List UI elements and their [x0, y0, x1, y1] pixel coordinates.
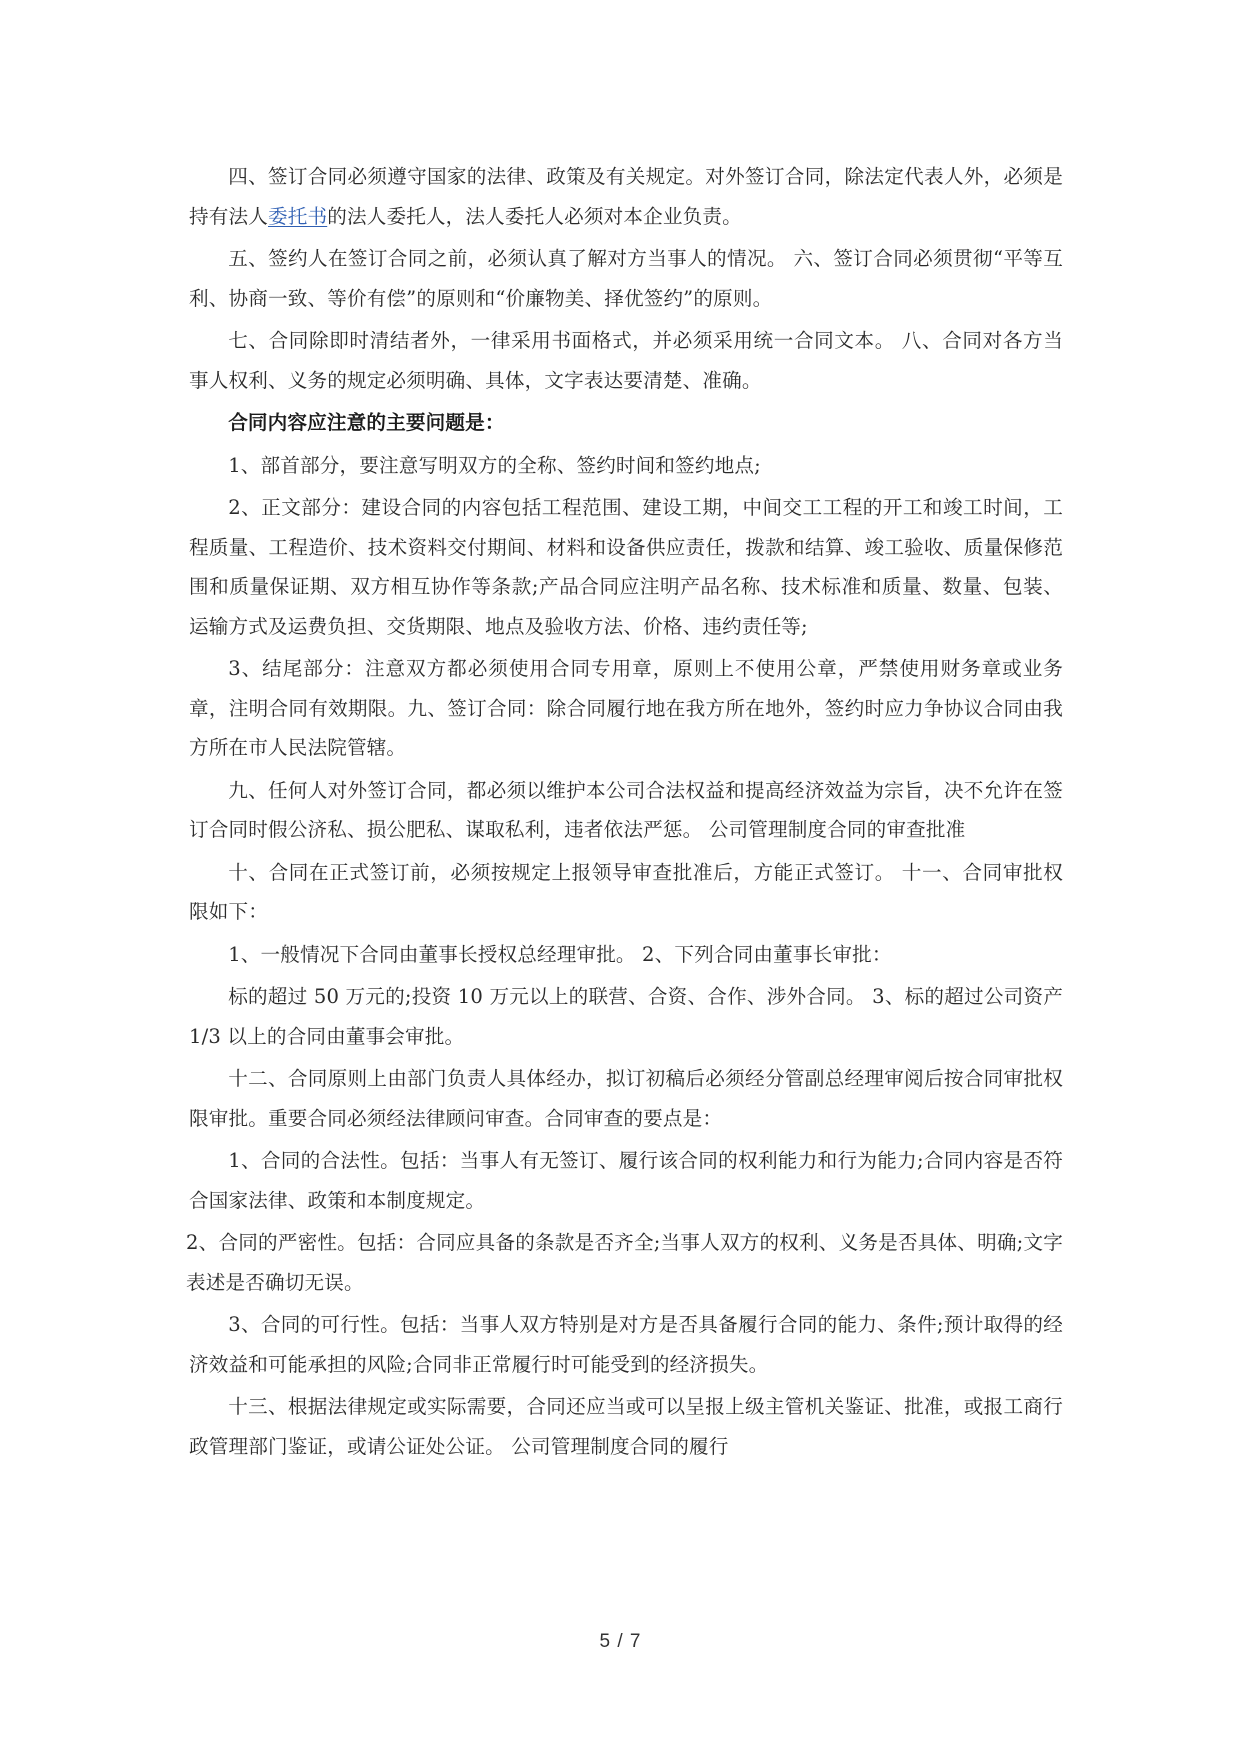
paragraph-text: 的法人委托人，法人委托人必须对本企业负责。 — [327, 204, 742, 228]
paragraph — [189, 853, 1063, 932]
paragraph-text: 十二、合同原则上由部门负责人具体经办，拟订初稿后必须经分管副总经理审阅后按合同审批权限审批。重要合同必须经法律顾问审查。合同审查的要点是： — [189, 1067, 1063, 1130]
document-body — [186, 157, 1063, 1466]
paragraph — [189, 321, 1063, 400]
paragraph-text: 3、合同的可行性。包括：当事人双方特别是对方是否具备履行合同的能力、条件;预计取得的经济效益和可能承担的风险;合同非正常履行时可能受到的经济损失。 — [189, 1313, 1063, 1376]
page-number: 5 / 7 — [599, 1631, 642, 1652]
paragraph-text: 2、合同的严密性。包括：合同应具备的条款是否齐全;当事人双方的权利、义务是否具体、明确;文字表述是否确切无误。 — [186, 1231, 1063, 1294]
paragraph-text: 十三、根据法律规定或实际需要，合同还应当或可以呈报上级主管机关鉴证、批准，或报工商行政管理部门鉴证，或请公证处公证。 公司管理制度合同的履行 — [189, 1395, 1063, 1458]
paragraph-text: 3、结尾部分：注意双方都必须使用合同专用章，原则上不使用公章，严禁使用财务章或业务章，注明合同有效期限。九、签订合同：除合同履行地在我方所在地外，签约时应力争协议合同由我方所在市人民法院管辖。 — [189, 657, 1063, 759]
paragraph-text: 标的超过 50 万元的;投资 10 万元以上的联营、合资、合作、涉外合同。 3、标的超过公司资产 1/3 以上的合同由董事会审批。 — [189, 985, 1063, 1048]
paragraph-text: 四、签订合同必须遵守国家的法律、政策及有关规定。对外签订合同，除法定代表人外，必须是持有法人 — [189, 165, 1063, 228]
paragraph-text: 2、正文部分：建设合同的内容包括工程范围、建设工期，中间交工工程的开工和竣工时间，工程质量、工程造价、技术资料交付期间、材料和设备供应责任，拨款和结算、竣工验收、质量保修范围和质量保证期、双方相互协作等条款;产品合同应注明产品名称、技术标准和质量、数量、包装、运输方式及运费负担、交货期限、地点及验收方法、价格、违约责任等; — [189, 496, 1063, 638]
paragraph — [189, 1059, 1063, 1138]
paragraph-text: 1、部首部分，要注意写明双方的全称、签约时间和签约地点; — [228, 453, 761, 477]
paragraph-text: 七、合同除即时清结者外，一律采用书面格式，并必须采用统一合同文本。 八、合同对各方当事人权利、义务的规定必须明确、具体，文字表达要清楚、准确。 — [189, 329, 1063, 392]
paragraph-text: 1、一般情况下合同由董事长授权总经理审批。 2、下列合同由董事长审批： — [228, 942, 892, 966]
paragraph — [186, 1223, 1063, 1302]
paragraph — [189, 1141, 1063, 1220]
paragraph-text: 九、任何人对外签订合同，都必须以维护本公司合法权益和提高经济效益为宗旨，决不允许在签订合同时假公济私、损公肥私、谋取私利，违者依法严惩。 公司管理制度合同的审查批准 — [189, 778, 1063, 841]
paragraph — [189, 771, 1063, 850]
paragraph — [189, 977, 1063, 1056]
paragraph — [189, 157, 1063, 236]
paragraph-text: 十、合同在正式签订前，必须按规定上报领导审查批准后，方能正式签订。 十一、合同审批权限如下： — [189, 860, 1063, 923]
paragraph — [189, 488, 1063, 646]
section-heading — [189, 403, 1063, 443]
paragraph-text: 1、合同的合法性。包括：当事人有无签订、履行该合同的权利能力和行为能力;合同内容是否符合国家法律、政策和本制度规定。 — [189, 1149, 1063, 1212]
paragraph-text: 合同内容应注意的主要问题是： — [228, 411, 505, 434]
link-power-of-attorney[interactable]: 委托书 — [267, 204, 328, 228]
paragraph — [189, 649, 1063, 768]
paragraph — [189, 239, 1063, 318]
paragraph — [189, 935, 1063, 975]
paragraph — [189, 1387, 1063, 1466]
paragraph — [189, 1305, 1063, 1384]
paragraph — [189, 446, 1063, 486]
paragraph-text: 五、签约人在签订合同之前，必须认真了解对方当事人的情况。 六、签订合同必须贯彻“平等互利、协商一致、等价有偿”的原则和“价廉物美、择优签约”的原则。 — [189, 247, 1063, 310]
